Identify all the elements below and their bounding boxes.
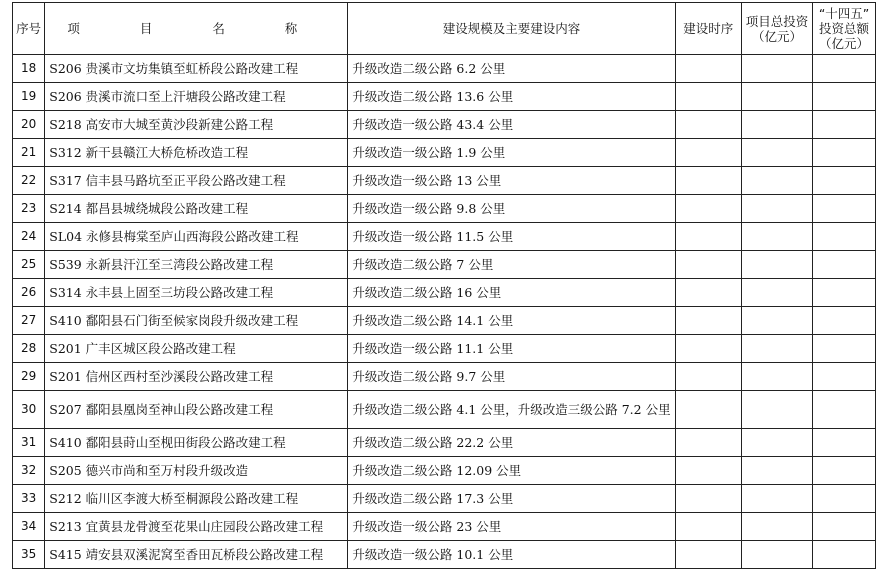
period-cell xyxy=(675,541,741,569)
plan-investment-cell xyxy=(813,139,876,167)
table-row xyxy=(13,83,876,111)
project-name-cell: S213 宜黄县龙骨渡至花果山庄园段公路改建工程 xyxy=(45,513,348,541)
total-investment-cell xyxy=(742,363,813,391)
plan-investment-cell xyxy=(813,541,876,569)
scale-cell: 升级改造二级公路 7 公里 xyxy=(348,251,675,279)
plan-investment-cell xyxy=(813,167,876,195)
project-name-cell: S314 永丰县上固至三坊段公路改建工程 xyxy=(45,279,348,307)
header-seq: 序号 xyxy=(13,3,45,55)
period-cell xyxy=(675,55,741,83)
total-investment-cell xyxy=(742,307,813,335)
period-cell xyxy=(675,139,741,167)
plan-investment-cell xyxy=(813,429,876,457)
scale-cell: 升级改造二级公路 17.3 公里 xyxy=(348,485,675,513)
project-name-cell: S207 鄱阳县凰岗至神山段公路改建工程 xyxy=(45,391,348,429)
project-name-cell: S206 贵溪市流口至上汗塘段公路改建工程 xyxy=(45,83,348,111)
scale-cell: 升级改造二级公路 4.1 公里，升级改造三级公路 7.2 公里 xyxy=(348,391,675,429)
header-total-investment: 项目总投资 （亿元） xyxy=(742,3,813,55)
total-investment-cell xyxy=(742,195,813,223)
total-investment-cell xyxy=(742,485,813,513)
table-row xyxy=(13,335,876,363)
row-number: 34 xyxy=(13,513,45,541)
row-number: 26 xyxy=(13,279,45,307)
table-row xyxy=(13,391,876,429)
project-table xyxy=(12,2,876,569)
total-investment-cell xyxy=(742,335,813,363)
row-number: 28 xyxy=(13,335,45,363)
scale-cell: 升级改造一级公路 11.1 公里 xyxy=(348,335,675,363)
project-name-cell: S206 贵溪市文坊集镇至虹桥段公路改建工程 xyxy=(45,55,348,83)
table-row xyxy=(13,111,876,139)
row-number: 20 xyxy=(13,111,45,139)
plan-investment-cell xyxy=(813,457,876,485)
header-project-name: 项 目 名 称 xyxy=(45,3,348,55)
scale-cell: 升级改造一级公路 23 公里 xyxy=(348,513,675,541)
project-name-cell: S415 靖安县双溪泥窝至香田瓦桥段公路改建工程 xyxy=(45,541,348,569)
period-cell xyxy=(675,223,741,251)
project-name-cell: S205 德兴市尚和至万村段升级改造 xyxy=(45,457,348,485)
project-name-cell: SL04 永修县梅棠至庐山西海段公路改建工程 xyxy=(45,223,348,251)
project-name-cell: S539 永新县汗江至三湾段公路改建工程 xyxy=(45,251,348,279)
period-cell xyxy=(675,485,741,513)
plan-investment-cell xyxy=(813,335,876,363)
period-cell xyxy=(675,429,741,457)
project-name-cell: S201 信州区西村至沙溪段公路改建工程 xyxy=(45,363,348,391)
scale-cell: 升级改造一级公路 10.1 公里 xyxy=(348,541,675,569)
table-row xyxy=(13,513,876,541)
project-name-cell: S410 鄱阳县石门街至候家岗段升级改建工程 xyxy=(45,307,348,335)
period-cell xyxy=(675,195,741,223)
scale-cell: 升级改造二级公路 6.2 公里 xyxy=(348,55,675,83)
project-name-cell: S312 新干县赣江大桥危桥改造工程 xyxy=(45,139,348,167)
total-investment-cell xyxy=(742,513,813,541)
project-name-cell: S218 高安市大城至黄沙段新建公路工程 xyxy=(45,111,348,139)
total-investment-cell xyxy=(742,391,813,429)
table-row xyxy=(13,485,876,513)
row-number: 29 xyxy=(13,363,45,391)
period-cell xyxy=(675,251,741,279)
plan-investment-cell xyxy=(813,363,876,391)
row-number: 33 xyxy=(13,485,45,513)
plan-investment-cell xyxy=(813,195,876,223)
total-investment-cell xyxy=(742,139,813,167)
period-cell xyxy=(675,307,741,335)
row-number: 18 xyxy=(13,55,45,83)
period-cell xyxy=(675,457,741,485)
total-investment-cell xyxy=(742,167,813,195)
scale-cell: 升级改造二级公路 9.7 公里 xyxy=(348,363,675,391)
scale-cell: 升级改造一级公路 13 公里 xyxy=(348,167,675,195)
header-scale: 建设规模及主要建设内容 xyxy=(348,3,675,55)
row-number: 30 xyxy=(13,391,45,429)
scale-cell: 升级改造一级公路 1.9 公里 xyxy=(348,139,675,167)
table-row xyxy=(13,363,876,391)
scale-cell: 升级改造一级公路 11.5 公里 xyxy=(348,223,675,251)
project-name-cell: S410 鄱阳县莳山至枧田街段公路改建工程 xyxy=(45,429,348,457)
period-cell xyxy=(675,335,741,363)
total-investment-cell xyxy=(742,55,813,83)
scale-cell: 升级改造二级公路 14.1 公里 xyxy=(348,307,675,335)
scale-cell: 升级改造一级公路 9.8 公里 xyxy=(348,195,675,223)
table-row xyxy=(13,457,876,485)
table-row xyxy=(13,195,876,223)
row-number: 23 xyxy=(13,195,45,223)
scale-cell: 升级改造二级公路 22.2 公里 xyxy=(348,429,675,457)
table-row xyxy=(13,307,876,335)
table-row xyxy=(13,223,876,251)
row-number: 35 xyxy=(13,541,45,569)
period-cell xyxy=(675,363,741,391)
total-investment-cell xyxy=(742,223,813,251)
table-row xyxy=(13,279,876,307)
project-name-cell: S214 都昌县城绕城段公路改建工程 xyxy=(45,195,348,223)
total-investment-cell xyxy=(742,541,813,569)
project-name-cell: S212 临川区李渡大桥至桐源段公路改建工程 xyxy=(45,485,348,513)
total-investment-cell xyxy=(742,83,813,111)
table-row xyxy=(13,251,876,279)
period-cell xyxy=(675,391,741,429)
scale-cell: 升级改造二级公路 13.6 公里 xyxy=(348,83,675,111)
scale-cell: 升级改造二级公路 16 公里 xyxy=(348,279,675,307)
plan-investment-cell xyxy=(813,485,876,513)
table-row xyxy=(13,429,876,457)
plan-investment-cell xyxy=(813,55,876,83)
project-name-cell: S317 信丰县马路坑至正平段公路改建工程 xyxy=(45,167,348,195)
table-row xyxy=(13,139,876,167)
scale-cell: 升级改造二级公路 12.09 公里 xyxy=(348,457,675,485)
header-period: 建设时序 xyxy=(675,3,741,55)
total-investment-cell xyxy=(742,279,813,307)
plan-investment-cell xyxy=(813,251,876,279)
table-row xyxy=(13,541,876,569)
row-number: 21 xyxy=(13,139,45,167)
period-cell xyxy=(675,279,741,307)
plan-investment-cell xyxy=(813,279,876,307)
project-name-cell: S201 广丰区城区段公路改建工程 xyxy=(45,335,348,363)
row-number: 22 xyxy=(13,167,45,195)
total-investment-cell xyxy=(742,251,813,279)
plan-investment-cell xyxy=(813,111,876,139)
row-number: 32 xyxy=(13,457,45,485)
row-number: 27 xyxy=(13,307,45,335)
plan-investment-cell xyxy=(813,223,876,251)
period-cell xyxy=(675,167,741,195)
total-investment-cell xyxy=(742,429,813,457)
plan-investment-cell xyxy=(813,307,876,335)
plan-investment-cell xyxy=(813,513,876,541)
table-row xyxy=(13,167,876,195)
header-plan-investment: “十四五” 投资总额 （亿元） xyxy=(813,3,876,55)
plan-investment-cell xyxy=(813,391,876,429)
period-cell xyxy=(675,83,741,111)
plan-investment-cell xyxy=(813,83,876,111)
total-investment-cell xyxy=(742,111,813,139)
row-number: 19 xyxy=(13,83,45,111)
scale-cell: 升级改造一级公路 43.4 公里 xyxy=(348,111,675,139)
total-investment-cell xyxy=(742,457,813,485)
table-row xyxy=(13,55,876,83)
period-cell xyxy=(675,111,741,139)
period-cell xyxy=(675,513,741,541)
row-number: 31 xyxy=(13,429,45,457)
row-number: 25 xyxy=(13,251,45,279)
table-header-row xyxy=(13,3,876,55)
row-number: 24 xyxy=(13,223,45,251)
